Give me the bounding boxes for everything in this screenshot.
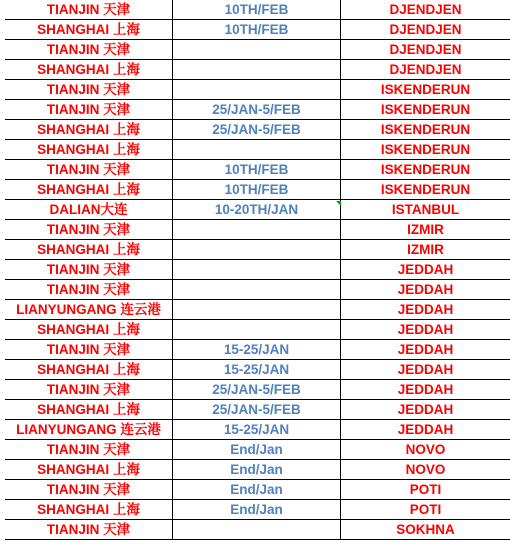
destination-port-cell[interactable]: JEDDAH bbox=[341, 280, 510, 300]
shipment-date-cell[interactable]: 10-20TH/JAN bbox=[173, 200, 341, 220]
shipment-date-cell[interactable] bbox=[173, 80, 341, 100]
table-row bbox=[5, 440, 510, 460]
destination-port-cell[interactable]: NOVO bbox=[341, 440, 510, 460]
origin-port-cell[interactable]: SHANGHAI 上海 bbox=[5, 120, 173, 140]
origin-port-cell[interactable]: SHANGHAI 上海 bbox=[5, 460, 173, 480]
destination-port-cell[interactable]: ISKENDERUN bbox=[341, 100, 510, 120]
table-row bbox=[5, 100, 510, 120]
table-row bbox=[5, 460, 510, 480]
destination-port-cell[interactable]: ISKENDERUN bbox=[341, 120, 510, 140]
table-row bbox=[5, 480, 510, 500]
table-row bbox=[5, 420, 510, 440]
shipment-date-cell[interactable] bbox=[173, 520, 341, 540]
table-row bbox=[5, 180, 510, 200]
origin-port-cell[interactable]: TIANJIN 天津 bbox=[5, 80, 173, 100]
table-row bbox=[5, 340, 510, 360]
origin-port-cell[interactable]: LIANYUNGANG 连云港 bbox=[5, 420, 173, 440]
spreadsheet-sheet bbox=[5, 0, 510, 546]
origin-port-cell[interactable]: TIANJIN 天津 bbox=[5, 160, 173, 180]
shipment-date-cell[interactable]: End/Jan bbox=[173, 500, 341, 520]
destination-port-cell[interactable]: ISKENDERUN bbox=[341, 180, 510, 200]
origin-port-cell[interactable]: TIANJIN 天津 bbox=[5, 0, 173, 20]
table-row bbox=[5, 140, 510, 160]
table-row bbox=[5, 0, 510, 20]
table-row bbox=[5, 500, 510, 520]
shipment-date-cell[interactable]: End/Jan bbox=[173, 460, 341, 480]
shipment-date-cell[interactable]: End/Jan bbox=[173, 440, 341, 460]
shipment-date-cell[interactable]: 10TH/FEB bbox=[173, 0, 341, 20]
table-row bbox=[5, 40, 510, 60]
shipment-date-cell[interactable] bbox=[173, 300, 341, 320]
destination-port-cell[interactable]: DJENDJEN bbox=[341, 0, 510, 20]
origin-port-cell[interactable]: SHANGHAI 上海 bbox=[5, 400, 173, 420]
table-row bbox=[5, 360, 510, 380]
origin-port-cell[interactable]: DALIAN大连 bbox=[5, 200, 173, 220]
origin-port-cell[interactable]: SHANGHAI 上海 bbox=[5, 320, 173, 340]
shipment-date-cell[interactable]: 10TH/FEB bbox=[173, 20, 341, 40]
origin-port-cell[interactable]: LIANYUNGANG 连云港 bbox=[5, 300, 173, 320]
destination-port-cell[interactable]: IZMIR bbox=[341, 220, 510, 240]
origin-port-cell[interactable]: SHANGHAI 上海 bbox=[5, 500, 173, 520]
destination-port-cell[interactable]: JEDDAH bbox=[341, 300, 510, 320]
shipment-date-cell[interactable] bbox=[173, 60, 341, 80]
table-row bbox=[5, 220, 510, 240]
destination-port-cell[interactable]: POTI bbox=[341, 480, 510, 500]
shipment-date-cell[interactable]: 15-25/JAN bbox=[173, 420, 341, 440]
table-row bbox=[5, 80, 510, 100]
shipment-date-cell[interactable]: 15-25/JAN bbox=[173, 360, 341, 380]
shipment-date-cell[interactable] bbox=[173, 240, 341, 260]
destination-port-cell[interactable]: ISKENDERUN bbox=[341, 80, 510, 100]
shipment-date-cell[interactable]: 25/JAN-5/FEB bbox=[173, 120, 341, 140]
destination-port-cell[interactable]: ISKENDERUN bbox=[341, 160, 510, 180]
destination-port-cell[interactable]: NOVO bbox=[341, 460, 510, 480]
destination-port-cell[interactable]: ISTANBUL bbox=[341, 200, 510, 220]
shipment-date-cell[interactable] bbox=[173, 280, 341, 300]
destination-port-cell[interactable]: JEDDAH bbox=[341, 260, 510, 280]
shipment-date-cell[interactable]: 25/JAN-5/FEB bbox=[173, 380, 341, 400]
origin-port-cell[interactable]: TIANJIN 天津 bbox=[5, 220, 173, 240]
destination-port-cell[interactable]: DJENDJEN bbox=[341, 20, 510, 40]
shipment-date-cell[interactable]: 25/JAN-5/FEB bbox=[173, 400, 341, 420]
destination-port-cell[interactable]: JEDDAH bbox=[341, 320, 510, 340]
origin-port-cell[interactable]: TIANJIN 天津 bbox=[5, 280, 173, 300]
destination-port-cell[interactable]: JEDDAH bbox=[341, 400, 510, 420]
shipment-date-cell[interactable] bbox=[173, 320, 341, 340]
origin-port-cell[interactable]: SHANGHAI 上海 bbox=[5, 60, 173, 80]
shipment-date-cell[interactable] bbox=[173, 260, 341, 280]
origin-port-cell[interactable]: SHANGHAI 上海 bbox=[5, 240, 173, 260]
shipping-schedule-table bbox=[5, 0, 510, 540]
destination-port-cell[interactable]: DJENDJEN bbox=[341, 40, 510, 60]
table-row bbox=[5, 300, 510, 320]
origin-port-cell[interactable]: TIANJIN 天津 bbox=[5, 100, 173, 120]
shipment-date-cell[interactable] bbox=[173, 140, 341, 160]
table-row bbox=[5, 280, 510, 300]
table-row bbox=[5, 520, 510, 540]
table-row bbox=[5, 260, 510, 280]
table-row bbox=[5, 320, 510, 340]
destination-port-cell[interactable]: JEDDAH bbox=[341, 360, 510, 380]
shipment-date-cell[interactable]: End/Jan bbox=[173, 480, 341, 500]
table-row bbox=[5, 400, 510, 420]
origin-port-cell[interactable]: TIANJIN 天津 bbox=[5, 520, 173, 540]
shipment-date-cell[interactable] bbox=[173, 40, 341, 60]
table-row bbox=[5, 200, 510, 220]
origin-port-cell[interactable]: TIANJIN 天津 bbox=[5, 380, 173, 400]
origin-port-cell[interactable]: SHANGHAI 上海 bbox=[5, 20, 173, 40]
destination-port-cell[interactable]: POTI bbox=[341, 500, 510, 520]
destination-port-cell[interactable]: JEDDAH bbox=[341, 420, 510, 440]
shipment-date-cell[interactable] bbox=[173, 220, 341, 240]
destination-port-cell[interactable]: IZMIR bbox=[341, 240, 510, 260]
shipment-date-cell[interactable]: 25/JAN-5/FEB bbox=[173, 100, 341, 120]
shipment-date-cell[interactable]: 10TH/FEB bbox=[173, 160, 341, 180]
table-body bbox=[5, 0, 510, 540]
destination-port-cell[interactable]: SOKHNA bbox=[341, 520, 510, 540]
table-row bbox=[5, 120, 510, 140]
shipment-date-cell[interactable]: 10TH/FEB bbox=[173, 180, 341, 200]
origin-port-cell[interactable]: TIANJIN 天津 bbox=[5, 40, 173, 60]
origin-port-cell[interactable]: SHANGHAI 上海 bbox=[5, 140, 173, 160]
table-row bbox=[5, 160, 510, 180]
origin-port-cell[interactable]: TIANJIN 天津 bbox=[5, 480, 173, 500]
table-row bbox=[5, 380, 510, 400]
origin-port-cell[interactable]: SHANGHAI 上海 bbox=[5, 360, 173, 380]
destination-port-cell[interactable]: JEDDAH bbox=[341, 380, 510, 400]
origin-port-cell[interactable]: TIANJIN 天津 bbox=[5, 440, 173, 460]
origin-port-cell[interactable]: TIANJIN 天津 bbox=[5, 260, 173, 280]
table-row bbox=[5, 240, 510, 260]
table-row bbox=[5, 60, 510, 80]
destination-port-cell[interactable]: DJENDJEN bbox=[341, 60, 510, 80]
shipment-date-cell[interactable]: 15-25/JAN bbox=[173, 340, 341, 360]
destination-port-cell[interactable]: JEDDAH bbox=[341, 340, 510, 360]
origin-port-cell[interactable]: TIANJIN 天津 bbox=[5, 340, 173, 360]
destination-port-cell[interactable]: ISKENDERUN bbox=[341, 140, 510, 160]
table-row bbox=[5, 20, 510, 40]
origin-port-cell[interactable]: SHANGHAI 上海 bbox=[5, 180, 173, 200]
cell-comment-marker[interactable] bbox=[336, 201, 341, 206]
